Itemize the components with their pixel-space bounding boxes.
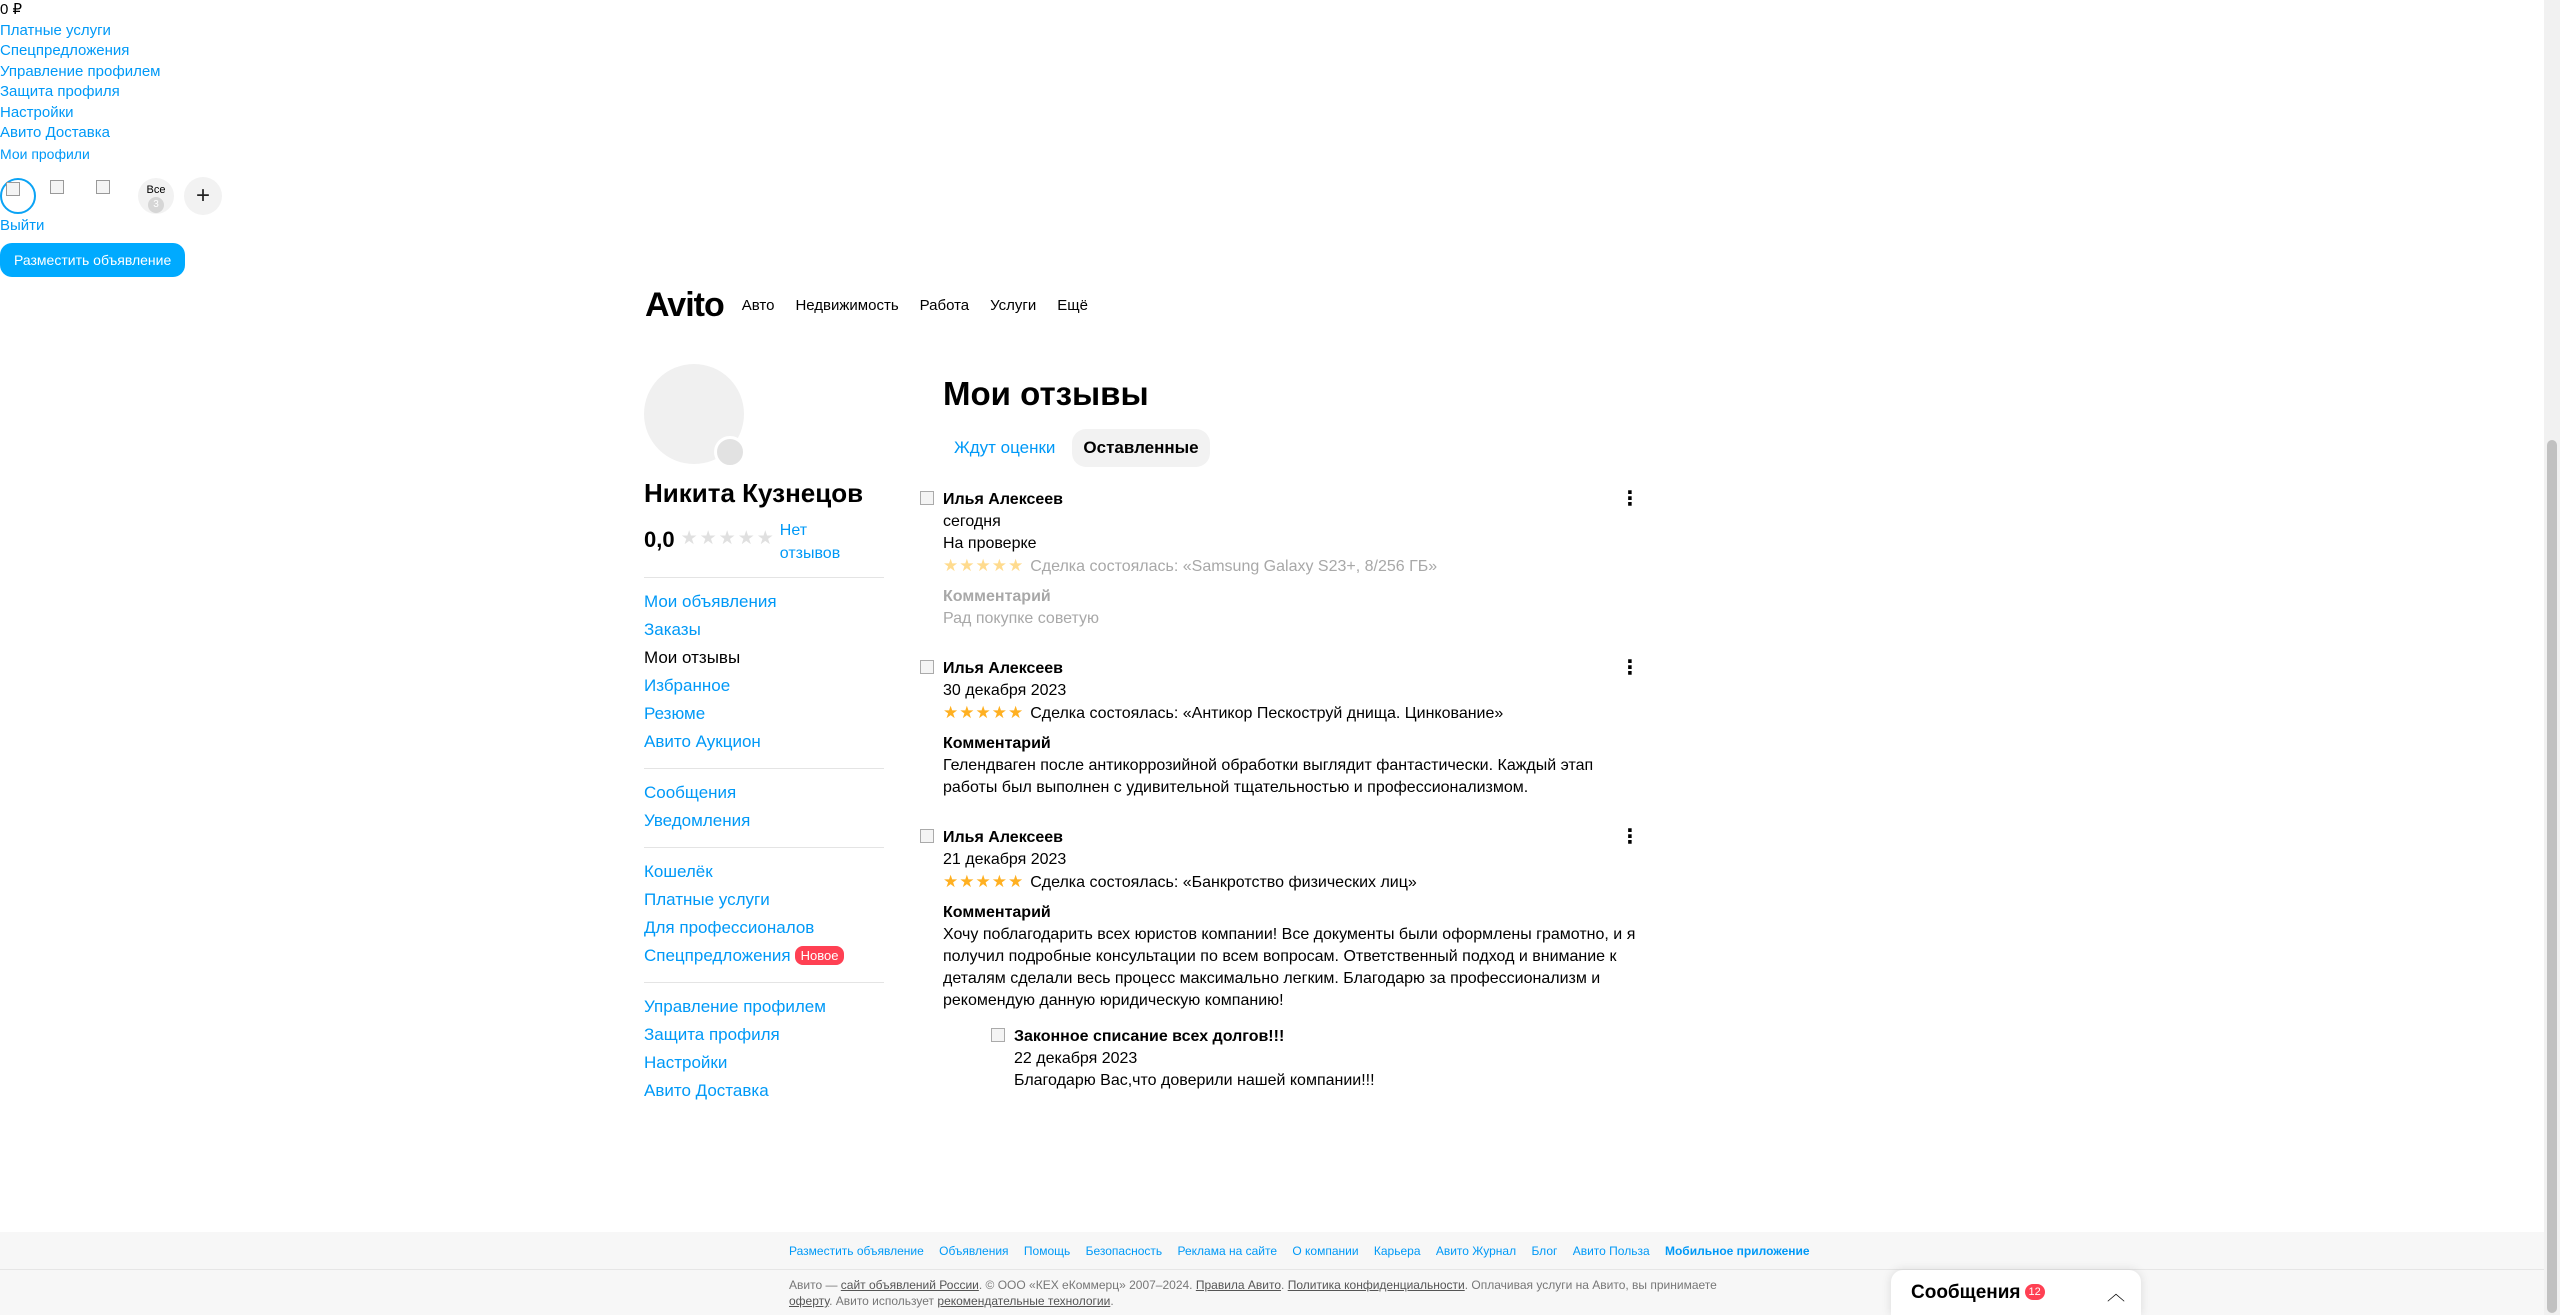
menu-item-avito-delivery[interactable]: Авито Доставка <box>0 124 110 141</box>
review-comment: Хочу поблагодарить всех юристов компании! Все документы были оформлены грамотно, и я получил подробные консультации по всем вопросам. Ответственный подход и внимание к деталям сделали весь процесс максимально легким. Благодарю за профессионализм и рекомендую данную юридическую компанию! <box>943 926 1636 1009</box>
sidebar-item-for-professionals[interactable]: Для профессионалов <box>644 918 815 937</box>
review-deal-line <box>943 702 1640 725</box>
legal-text: Авито — <box>789 1278 841 1292</box>
profile-avatar[interactable] <box>92 178 128 214</box>
nav-real-estate[interactable]: Недвижимость <box>795 296 899 314</box>
messages-widget-title <box>1911 1282 2045 1304</box>
review-deal-line <box>943 555 1640 578</box>
footer-link-advertising[interactable]: Реклама на сайте <box>1177 1244 1277 1258</box>
review-item <box>920 489 1640 630</box>
legal-link-rules[interactable]: Правила Авито <box>1195 1278 1282 1292</box>
broken-image-icon <box>50 180 64 194</box>
footer-link-journal[interactable]: Авито Журнал <box>1435 1244 1517 1258</box>
user-name[interactable]: Никита Кузнецов <box>644 478 864 508</box>
legal-text: . © ООО «КЕХ еКоммерц» 2007–2024. <box>978 1278 1196 1292</box>
reply-text: Благодарю Вас,что доверили нашей компании!!! <box>1014 1072 1375 1089</box>
footer-link-about[interactable]: О компании <box>1292 1244 1359 1258</box>
legal-link-offer[interactable]: оферту <box>789 1294 830 1308</box>
footer-link-ads[interactable]: Объявления <box>939 1244 1009 1258</box>
sidebar-item-my-reviews[interactable]: Мои отзывы <box>644 648 741 667</box>
footer-link-post-ad[interactable]: Разместить объявление <box>789 1244 924 1258</box>
footer-divider <box>0 1269 2544 1270</box>
all-profiles-label: Все <box>146 184 166 196</box>
profile-sidebar <box>644 364 884 1105</box>
review-deal: Сделка состоялась: «Банкротство физических лиц» <box>1030 874 1417 891</box>
more-options-icon[interactable]: ⋮ <box>1620 488 1640 510</box>
legal-text: . <box>1281 1278 1288 1292</box>
site-footer <box>0 1232 2544 1315</box>
broken-image-icon <box>6 182 20 196</box>
sidebar-item-wallet[interactable]: Кошелёк <box>644 862 713 881</box>
reply-author[interactable]: Законное списание всех долгов!!! <box>1014 1028 1285 1045</box>
menu-item-profile-protection[interactable]: Защита профиля <box>0 83 120 100</box>
review-author[interactable]: Илья Алексеев <box>943 829 1064 846</box>
logout-link[interactable]: Выйти <box>0 217 45 234</box>
seller-reply <box>991 1026 1640 1092</box>
nav-auto[interactable]: Авто <box>741 296 775 314</box>
divider <box>644 577 884 578</box>
profiles-switcher <box>0 170 240 216</box>
rating-stars-icon: ★★★★★ <box>943 556 1025 575</box>
sidebar-item-resume[interactable]: Резюме <box>644 704 706 723</box>
sidebar-item-notifications[interactable]: Уведомления <box>644 811 751 830</box>
legal-text: . <box>1110 1294 1114 1308</box>
rating-value: 0,0 <box>644 527 675 552</box>
tab-awaiting-rating[interactable]: Ждут оценки <box>954 438 1056 457</box>
messages-widget[interactable] <box>1891 1270 2141 1315</box>
legal-text: . Оплачивая услуги на Авито, вы принимаете <box>1464 1278 1717 1292</box>
footer-link-avito-benefit[interactable]: Авито Польза <box>1572 1244 1650 1258</box>
legal-text: . Авито использует <box>829 1294 938 1308</box>
footer-link-blog[interactable]: Блог <box>1531 1244 1558 1258</box>
sidebar-item-avito-auction[interactable]: Авито Аукцион <box>644 732 761 751</box>
footer-link-career[interactable]: Карьера <box>1373 1244 1421 1258</box>
sidebar-item-my-ads[interactable]: Мои объявления <box>644 592 777 611</box>
author-avatar-icon <box>920 829 934 843</box>
scrollbar-thumb[interactable] <box>2547 440 2557 1313</box>
review-date: 21 декабря 2023 <box>943 851 1067 868</box>
reviews-main <box>920 375 1640 1092</box>
sidebar-item-label: Спецпредложения <box>644 946 791 965</box>
nav-jobs[interactable]: Работа <box>919 296 970 314</box>
footer-links <box>789 1244 1822 1258</box>
review-item <box>920 827 1640 1092</box>
comment-label: Комментарий <box>943 735 1051 752</box>
nav-more[interactable]: Ещё <box>1057 296 1088 314</box>
rating-stars-icon: ★★★★★ <box>943 872 1025 891</box>
sidebar-item-paid-services[interactable]: Платные услуги <box>644 890 770 909</box>
user-rating <box>644 519 884 565</box>
review-status: На проверке <box>943 535 1037 552</box>
reply-date: 22 декабря 2023 <box>1014 1050 1138 1067</box>
more-options-icon[interactable]: ⋮ <box>1620 657 1640 679</box>
new-badge: Новое <box>795 946 845 965</box>
page-scrollbar[interactable] <box>2544 0 2560 1315</box>
legal-link-recommendation-tech[interactable]: рекомендательные технологии <box>937 1294 1111 1308</box>
menu-item-settings[interactable]: Настройки <box>0 103 74 121</box>
review-comment: Рад покупке советую <box>943 610 1100 627</box>
page-title: Мои отзывы <box>943 375 1149 412</box>
menu-item-paid-services[interactable]: Платные услуги <box>0 21 111 39</box>
comment-label: Комментарий <box>943 904 1051 921</box>
sidebar-item-profile-management[interactable]: Управление профилем <box>644 997 826 1016</box>
menu-item-profile-management[interactable]: Управление профилем <box>0 62 161 80</box>
footer-link-help[interactable]: Помощь <box>1023 1244 1071 1258</box>
avito-logo[interactable]: Avito <box>645 285 724 324</box>
menu-item-special-offers[interactable]: Спецпредложения <box>0 42 130 59</box>
sidebar-item-avito-delivery[interactable]: Авито Доставка <box>644 1081 769 1100</box>
sidebar-item-orders[interactable]: Заказы <box>644 620 701 639</box>
profile-avatar[interactable] <box>46 178 82 214</box>
sidebar-item-settings[interactable]: Настройки <box>644 1053 728 1072</box>
divider <box>644 982 884 983</box>
divider <box>644 768 884 769</box>
reviews-tabs <box>943 429 1640 467</box>
post-ad-button[interactable]: Разместить объявление <box>0 243 185 277</box>
sidebar-item-favorites[interactable]: Избранное <box>644 676 731 695</box>
avatar-status-badge <box>714 436 746 468</box>
divider <box>644 847 884 848</box>
footer-link-mobile-app[interactable]: Мобильное приложение <box>1664 1244 1810 1258</box>
chevron-up-icon[interactable]: ︿ <box>2107 1284 2125 1304</box>
messages-widget-label: Сообщения <box>1911 1282 2021 1303</box>
profile-avatar-current[interactable] <box>0 178 36 214</box>
all-profiles-button[interactable] <box>138 178 174 214</box>
author-avatar-icon <box>920 491 934 505</box>
broken-image-icon <box>96 180 110 194</box>
my-profiles-link[interactable]: Мои профили <box>0 145 90 162</box>
review-item <box>920 658 1640 799</box>
wallet-balance: 0 ₽ <box>0 1 23 18</box>
sidebar-item-profile-protection[interactable]: Защита профиля <box>644 1025 780 1044</box>
footer-legal <box>789 1277 1739 1309</box>
review-date: 30 декабря 2023 <box>943 682 1067 699</box>
tab-left-reviews[interactable]: Оставленные <box>1072 429 1209 467</box>
add-profile-button[interactable]: + <box>184 177 222 215</box>
seller-avatar-icon <box>991 1028 1005 1042</box>
rating-stars-icon: ★★★★★ <box>680 528 776 549</box>
account-menu <box>0 0 240 277</box>
sidebar-item-messages[interactable]: Сообщения <box>644 783 737 802</box>
comment-label: Комментарий <box>943 588 1051 605</box>
user-avatar[interactable] <box>644 364 744 464</box>
review-comment: Гелендваген после антикоррозийной обработки выглядит фантастически. Каждый этап работы был выполнен с удивительной тщательностью и профессионализмом. <box>943 757 1594 796</box>
review-date: сегодня <box>943 513 1001 530</box>
more-options-icon[interactable]: ⋮ <box>1620 826 1640 848</box>
review-deal: Сделка состоялась: «Samsung Galaxy S23+, 8/256 ГБ» <box>1030 558 1438 575</box>
review-author[interactable]: Илья Алексеев <box>943 660 1064 677</box>
footer-link-security[interactable]: Безопасность <box>1085 1244 1163 1258</box>
legal-link-privacy[interactable]: Политика конфиденциальности <box>1287 1278 1465 1292</box>
unread-count-badge: 12 <box>2025 1284 2045 1300</box>
sidebar-item-special-offers[interactable] <box>644 942 884 970</box>
site-header <box>645 280 1109 330</box>
no-reviews-link[interactable]: Нет отзывов <box>779 522 841 562</box>
legal-link-russia-classifieds[interactable]: сайт объявлений России <box>840 1278 979 1292</box>
all-profiles-count: 3 <box>148 197 164 213</box>
review-author[interactable]: Илья Алексеев <box>943 491 1064 508</box>
nav-services[interactable]: Услуги <box>990 296 1037 314</box>
review-deal: Сделка состоялась: «Антикор Пескоструй днища. Цинкование» <box>1030 705 1504 722</box>
author-avatar-icon <box>920 660 934 674</box>
rating-stars-icon: ★★★★★ <box>943 703 1025 722</box>
review-deal-line <box>943 871 1640 894</box>
